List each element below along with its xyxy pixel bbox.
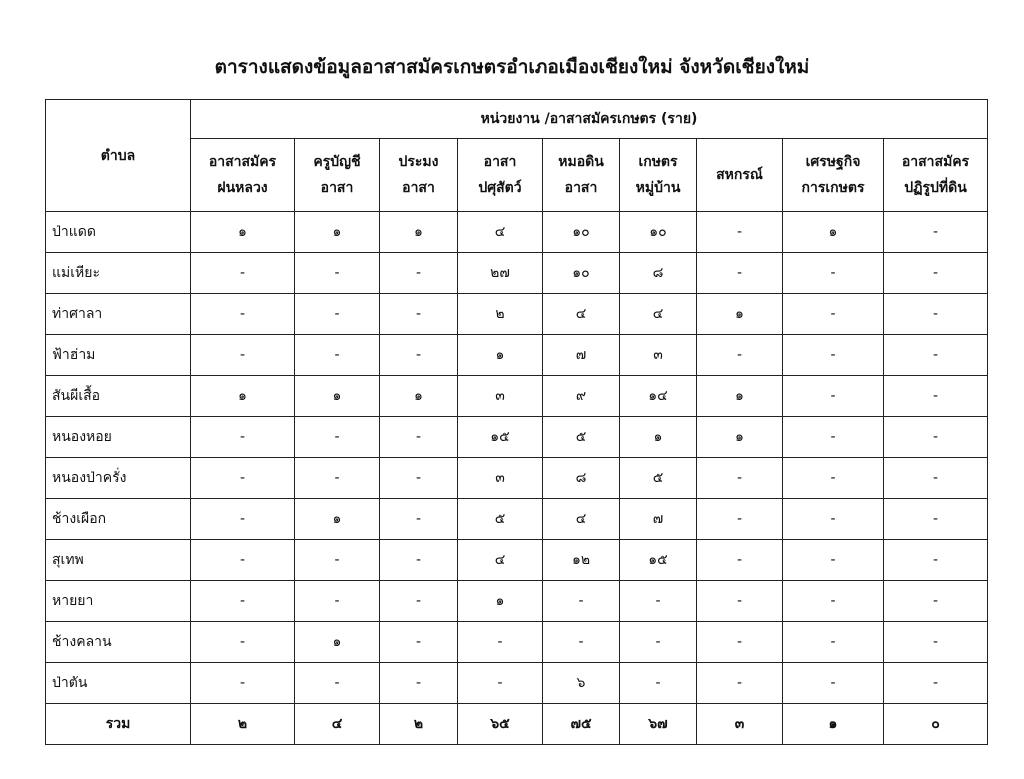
column-header-line: อาสาสมัคร xyxy=(208,154,277,170)
table-cell: - xyxy=(697,499,783,540)
column-header-line: หมู่บ้าน xyxy=(635,180,681,196)
table-cell: - xyxy=(697,663,783,704)
table-cell: ๑๕ xyxy=(458,417,543,458)
table-cell: - xyxy=(191,417,295,458)
table-cell: - xyxy=(295,663,380,704)
table-cell: ๒ xyxy=(458,294,543,335)
table-cell: - xyxy=(458,663,543,704)
table-cell: ๑ xyxy=(295,376,380,417)
table-cell: - xyxy=(380,540,458,581)
table-cell: - xyxy=(295,417,380,458)
table-cell: ๑ xyxy=(295,499,380,540)
table-cell: - xyxy=(620,622,697,663)
table-cell: - xyxy=(295,294,380,335)
table-row xyxy=(46,663,988,704)
table-cell: ๘ xyxy=(543,458,620,499)
table-cell: ๓ xyxy=(458,458,543,499)
column-header-line: อาสาสมัคร xyxy=(901,154,970,170)
table-cell: ๕ xyxy=(458,499,543,540)
table-cell: - xyxy=(884,253,988,294)
subdistrict-name: หนองป่าครั่ง xyxy=(46,458,191,499)
subdistrict-name: หนองหอย xyxy=(46,417,191,458)
table-row xyxy=(46,622,988,663)
column-header-line: อาสา xyxy=(483,154,517,170)
table-row xyxy=(46,376,988,417)
table-row xyxy=(46,417,988,458)
column-header xyxy=(543,139,620,212)
table-cell: ๑ xyxy=(697,294,783,335)
table-cell: - xyxy=(191,458,295,499)
table-cell: - xyxy=(380,417,458,458)
column-header-line: สหกรณ์ xyxy=(716,167,763,183)
table-cell: ๑ xyxy=(380,376,458,417)
table-cell: - xyxy=(884,335,988,376)
table-cell: - xyxy=(191,622,295,663)
table-cell: ๑ xyxy=(458,581,543,622)
table-cell: ๑ xyxy=(697,417,783,458)
table-cell: ๑ xyxy=(620,417,697,458)
table-cell: ๔ xyxy=(543,499,620,540)
table-cell: - xyxy=(783,417,884,458)
table-row xyxy=(46,458,988,499)
table-cell: ๙ xyxy=(543,376,620,417)
table-cell: - xyxy=(295,540,380,581)
table-row xyxy=(46,540,988,581)
table-cell: ๘ xyxy=(620,253,697,294)
table-row xyxy=(46,253,988,294)
column-header-line: อาสา xyxy=(564,180,598,196)
table-cell: ๑๐ xyxy=(620,212,697,253)
table-cell: - xyxy=(697,335,783,376)
table-cell: - xyxy=(884,663,988,704)
column-header-line: เศรษฐกิจ xyxy=(805,154,861,170)
column-header xyxy=(783,139,884,212)
table-cell: - xyxy=(380,253,458,294)
group-header-cell: หน่วยงาน /อาสาสมัครเกษตร (ราย) xyxy=(191,100,988,139)
table-cell: - xyxy=(884,294,988,335)
table-cell: - xyxy=(884,581,988,622)
table-cell: - xyxy=(884,622,988,663)
table-cell: ๑๕ xyxy=(620,540,697,581)
table-cell: ๔ xyxy=(458,540,543,581)
table-cell: - xyxy=(884,376,988,417)
table-cell: - xyxy=(295,581,380,622)
subdistrict-name: ป่าแดด xyxy=(46,212,191,253)
table-cell: - xyxy=(295,335,380,376)
total-cell: ๓ xyxy=(697,704,783,745)
table-cell: - xyxy=(191,581,295,622)
column-header-line: หมอดิน xyxy=(558,154,604,170)
table-cell: ๑ xyxy=(191,212,295,253)
table-cell: ๔ xyxy=(543,294,620,335)
total-cell: ๒ xyxy=(380,704,458,745)
subdistrict-name: ป่าตัน xyxy=(46,663,191,704)
subdistrict-name: ท่าศาลา xyxy=(46,294,191,335)
column-header-line: ปศุสัตว์ xyxy=(478,180,522,196)
table-cell: - xyxy=(783,540,884,581)
total-label: รวม xyxy=(46,704,191,745)
table-cell: ๑ xyxy=(380,212,458,253)
column-header-line: ครูบัญชี xyxy=(313,154,361,170)
table-cell: ๔ xyxy=(458,212,543,253)
total-cell: ๗๕ xyxy=(543,704,620,745)
column-header-line: ประมง xyxy=(398,154,439,170)
column-header-line: เกษตร xyxy=(638,154,678,170)
header-row-group xyxy=(46,100,988,139)
table-cell: ๑ xyxy=(697,376,783,417)
table-cell: - xyxy=(783,376,884,417)
table-cell: - xyxy=(783,458,884,499)
table-cell: ๕ xyxy=(620,458,697,499)
total-cell: ๑ xyxy=(783,704,884,745)
subdistrict-name: สันผีเสื้อ xyxy=(46,376,191,417)
table-cell: - xyxy=(884,212,988,253)
table-cell: - xyxy=(783,499,884,540)
table-cell: ๕ xyxy=(543,417,620,458)
table-cell: - xyxy=(697,253,783,294)
table-row xyxy=(46,581,988,622)
data-table xyxy=(45,99,988,745)
column-header-line: การเกษตร xyxy=(801,180,865,196)
table-cell: - xyxy=(620,663,697,704)
subdistrict-name: ช้างเผือก xyxy=(46,499,191,540)
column-header xyxy=(697,139,783,212)
table-cell: ๑๒ xyxy=(543,540,620,581)
table-cell: - xyxy=(620,581,697,622)
table-cell: - xyxy=(697,458,783,499)
column-header xyxy=(191,139,295,212)
table-cell: ๗ xyxy=(543,335,620,376)
subdistrict-name: ช้างคลาน xyxy=(46,622,191,663)
table-cell: - xyxy=(380,581,458,622)
table-cell: - xyxy=(191,253,295,294)
total-cell: ๔ xyxy=(295,704,380,745)
table-cell: - xyxy=(380,622,458,663)
table-cell: ๒๗ xyxy=(458,253,543,294)
table-cell: ๑ xyxy=(783,212,884,253)
subdistrict-name: หายยา xyxy=(46,581,191,622)
table-cell: - xyxy=(191,540,295,581)
table-body xyxy=(46,212,988,745)
table-cell: - xyxy=(783,253,884,294)
table-cell: ๑ xyxy=(295,212,380,253)
total-cell: ๒ xyxy=(191,704,295,745)
table-cell: ๓ xyxy=(620,335,697,376)
total-cell: ๖๕ xyxy=(458,704,543,745)
table-cell: - xyxy=(783,622,884,663)
table-cell: - xyxy=(380,663,458,704)
column-header xyxy=(458,139,543,212)
table-cell: ๗ xyxy=(620,499,697,540)
column-header-line: ฝนหลวง xyxy=(217,180,268,196)
table-row xyxy=(46,499,988,540)
subdistrict-name: แม่เหียะ xyxy=(46,253,191,294)
column-header xyxy=(380,139,458,212)
table-cell: - xyxy=(783,335,884,376)
table-cell: ๑ xyxy=(191,376,295,417)
table-cell: - xyxy=(697,622,783,663)
table-row xyxy=(46,294,988,335)
table-cell: - xyxy=(380,335,458,376)
table-cell: - xyxy=(380,499,458,540)
table-cell: - xyxy=(543,622,620,663)
column-header xyxy=(295,139,380,212)
subdistrict-name: สุเทพ xyxy=(46,540,191,581)
table-cell: ๑ xyxy=(295,622,380,663)
table-cell: - xyxy=(380,294,458,335)
table-cell: - xyxy=(697,540,783,581)
table-cell: - xyxy=(380,458,458,499)
table-cell: - xyxy=(783,581,884,622)
table-cell: - xyxy=(884,540,988,581)
table-cell: - xyxy=(783,663,884,704)
table-cell: ๖ xyxy=(543,663,620,704)
table-row xyxy=(46,212,988,253)
table-cell: ๑๔ xyxy=(620,376,697,417)
table-cell: - xyxy=(191,499,295,540)
table-cell: - xyxy=(884,458,988,499)
page-title: ตารางแสดงข้อมูลอาสาสมัครเกษตรอำเภอเมืองเชียงใหม่ จังหวัดเชียงใหม่ xyxy=(214,56,810,78)
table-cell: - xyxy=(191,663,295,704)
table-cell: - xyxy=(884,417,988,458)
table-cell: - xyxy=(783,294,884,335)
table-cell: - xyxy=(295,253,380,294)
table-cell: - xyxy=(191,294,295,335)
table-cell: ๓ xyxy=(458,376,543,417)
table-cell: - xyxy=(697,212,783,253)
table-row xyxy=(46,335,988,376)
table-cell: ๑๐ xyxy=(543,212,620,253)
table-cell: ๔ xyxy=(620,294,697,335)
table-cell: - xyxy=(543,581,620,622)
column-header-line: อาสา xyxy=(320,180,354,196)
total-row xyxy=(46,704,988,745)
table-cell: - xyxy=(884,499,988,540)
row-header-cell: ตำบล xyxy=(46,100,191,212)
column-header xyxy=(884,139,988,212)
table-cell: - xyxy=(458,622,543,663)
subdistrict-name: ฟ้าฮ่าม xyxy=(46,335,191,376)
column-header xyxy=(620,139,697,212)
total-cell: ๐ xyxy=(884,704,988,745)
total-cell: ๖๗ xyxy=(620,704,697,745)
column-header-line: ปฏิรูปที่ดิน xyxy=(904,180,967,196)
table-cell: - xyxy=(191,335,295,376)
table-cell: ๑๐ xyxy=(543,253,620,294)
table-cell: - xyxy=(697,581,783,622)
column-header-line: อาสา xyxy=(402,180,435,196)
table-cell: ๑ xyxy=(458,335,543,376)
table-cell: - xyxy=(295,458,380,499)
